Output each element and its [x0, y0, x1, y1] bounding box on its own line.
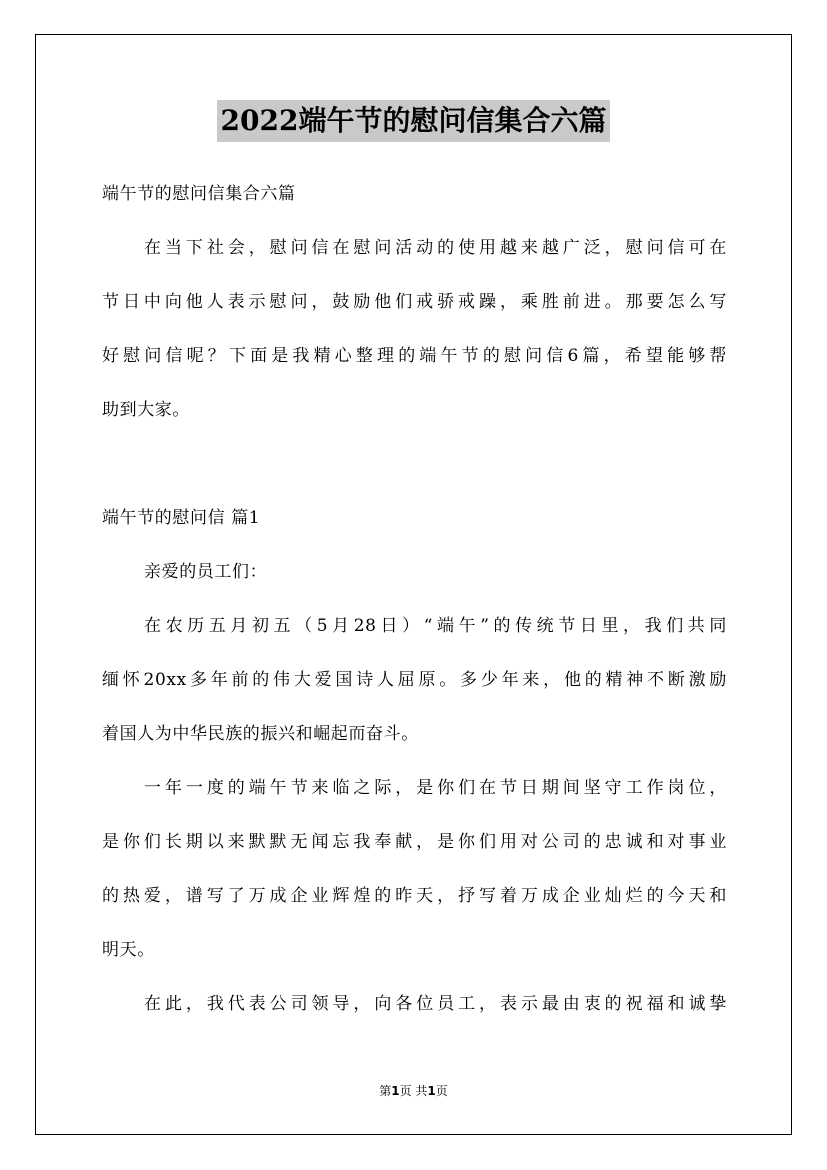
document-title: 2022端午节的慰问信集合六篇 [217, 100, 611, 142]
section-heading: 端午节的慰问信 篇1 [102, 508, 261, 528]
document-subtitle: 端午节的慰问信集合六篇 [102, 184, 296, 204]
intro-line: 在当下社会，慰问信在慰问活动的使用越来越广泛，慰问信可在 [144, 238, 727, 258]
paragraph-line: 在此，我代表公司领导，向各位员工，表示最由衷的祝福和诚挚 [144, 994, 727, 1014]
paragraph-line: 着国人为中华民族的振兴和崛起而奋斗。 [102, 724, 419, 744]
intro-line: 助到大家。 [102, 400, 190, 420]
page-footer [0, 1082, 827, 1099]
paragraph-line: 明天。 [102, 940, 155, 960]
page-prefix: 第 [379, 1084, 392, 1098]
paragraph-line: 缅怀20xx多年前的伟大爱国诗人屈原。多少年来，他的精神不断激励 [102, 670, 727, 690]
paragraph-line: 一年一度的端午节来临之际，是你们在节日期间坚守工作岗位， [144, 778, 727, 798]
page-total: 1 [427, 1084, 436, 1098]
paragraph-line: 的热爱，谱写了万成企业辉煌的昨天，抒写着万成企业灿烂的今天和 [102, 886, 727, 906]
page-number: 1 [391, 1084, 400, 1098]
intro-line: 节日中向他人表示慰问，鼓励他们戒骄戒躁，乘胜前进。那要怎么写 [102, 292, 727, 312]
intro-line: 好慰问信呢？下面是我精心整理的端午节的慰问信6篇，希望能够帮 [102, 346, 727, 366]
salutation: 亲爱的员工们： [144, 562, 268, 582]
page-suffix: 页 [435, 1084, 448, 1098]
paragraph-line: 在农历五月初五（5月28日）“端午”的传统节日里，我们共同 [144, 616, 727, 636]
page-mid: 页 共 [399, 1084, 428, 1098]
paragraph-line: 是你们长期以来默默无闻忘我奉献，是你们用对公司的忠诚和对事业 [102, 832, 727, 852]
title-container [0, 100, 827, 142]
